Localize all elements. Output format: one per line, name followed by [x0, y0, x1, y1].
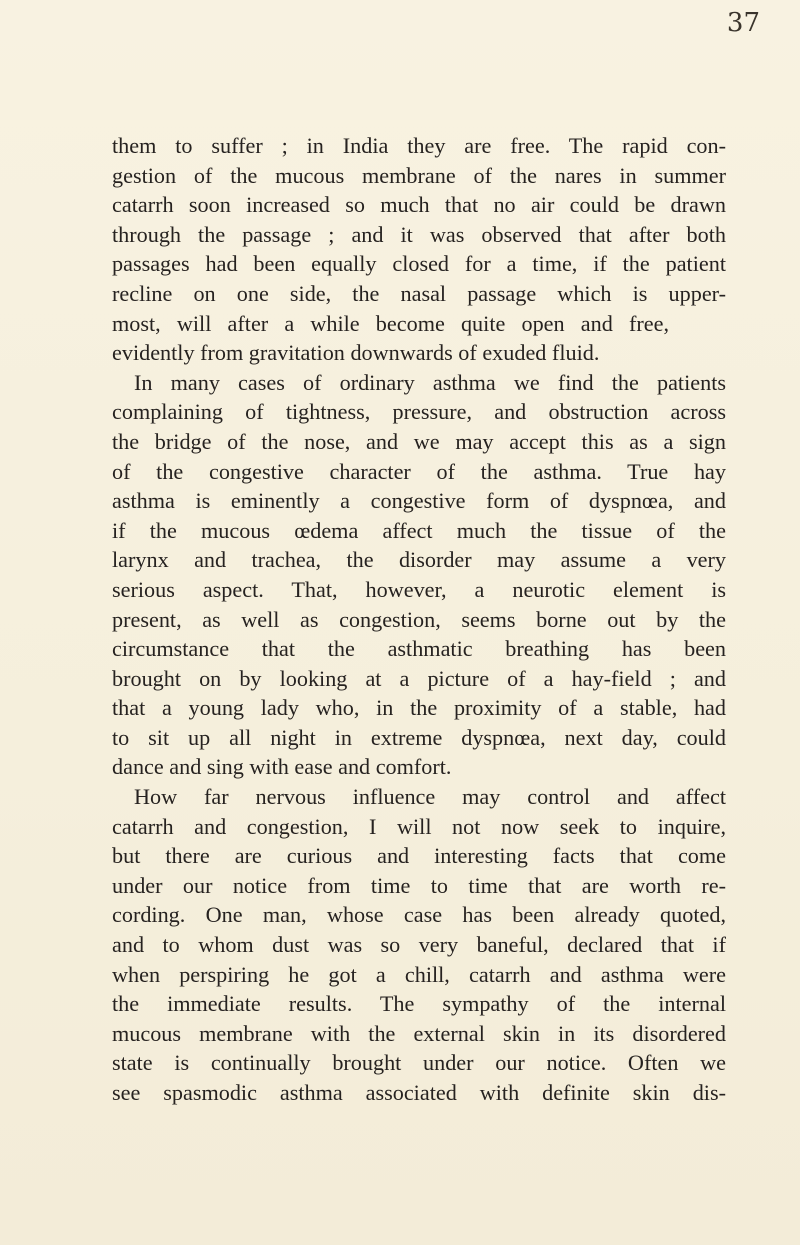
page-number: 37	[726, 8, 760, 38]
text-line: present, as well as congestion, seems borne out by the	[112, 606, 726, 632]
text-line: larynx and trachea, the disorder may assume a very	[112, 547, 726, 573]
text-line: gestion of the mucous membrane of the nares in summer	[112, 162, 726, 188]
text-line: dance and sing with ease and comfort.	[112, 754, 452, 780]
text-line: catarrh soon increased so much that no air could be drawn	[112, 192, 726, 218]
text-line: state is continually brought under our notice. Often we	[112, 1050, 726, 1076]
text-line: complaining of tightness, pressure, and obstruction across	[112, 399, 726, 425]
text-line: asthma is eminently a congestive form of dyspnœa, and	[112, 488, 726, 514]
text-line: cording. One man, whose case has been already quoted,	[112, 902, 726, 928]
text-line: circumstance that the asthmatic breathing has been	[112, 636, 726, 662]
body-text	[112, 131, 726, 1108]
text-line: of the congestive character of the asthma. True hay	[112, 458, 726, 484]
text-line: most, will after a while become quite open and free,	[112, 310, 669, 336]
text-line: brought on by looking at a picture of a hay-field ; and	[112, 665, 726, 691]
text-line: How far nervous influence may control and affect	[134, 784, 726, 810]
text-line: when perspiring he got a chill, catarrh and asthma were	[112, 961, 726, 987]
text-line: if the mucous œdema affect much the tissue of the	[112, 517, 726, 543]
text-line: catarrh and congestion, I will not now seek to inquire,	[112, 813, 726, 839]
text-line: serious aspect. That, however, a neurotic element is	[112, 576, 726, 602]
text-line: them to suffer ; in India they are free. The rapid con-	[112, 133, 726, 158]
text-line: evidently from gravitation downwards of exuded fluid.	[112, 340, 600, 366]
text-line: through the passage ; and it was observed that after both	[112, 221, 726, 247]
text-line: mucous membrane with the external skin in its disordered	[112, 1020, 726, 1046]
text-line: the bridge of the nose, and we may accept this as a sign	[112, 428, 726, 454]
text-line: the immediate results. The sympathy of the internal	[112, 991, 726, 1017]
text-line: and to whom dust was so very baneful, declared that if	[112, 932, 726, 958]
text-line: that a young lady who, in the proximity of a stable, had	[112, 695, 726, 721]
text-line: under our notice from time to time that are worth re-	[112, 872, 726, 898]
text-line: passages had been equally closed for a time, if the patient	[112, 251, 726, 277]
text-line: to sit up all night in extreme dyspnœa, next day, could	[112, 724, 726, 750]
text-line: but there are curious and interesting facts that come	[112, 843, 726, 869]
text-line: In many cases of ordinary asthma we find the patients	[134, 369, 726, 395]
text-line: recline on one side, the nasal passage which is upper-	[112, 280, 726, 306]
text-line: see spasmodic asthma associated with definite skin dis-	[112, 1080, 726, 1105]
